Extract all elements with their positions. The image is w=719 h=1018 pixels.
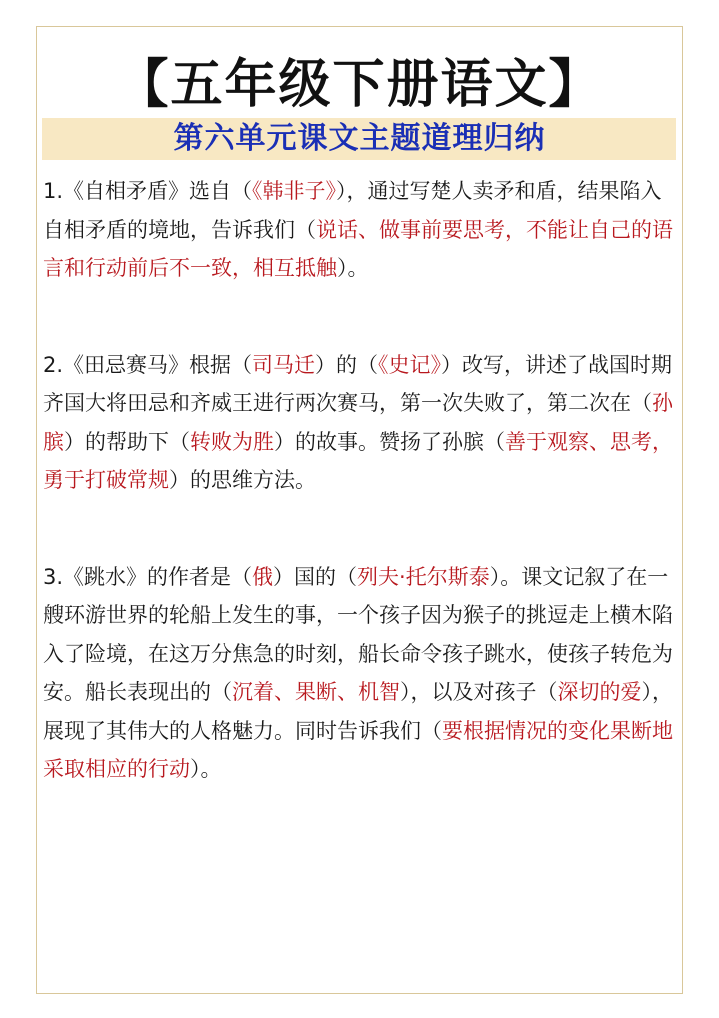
answer-segment: 司马迁 (252, 352, 316, 377)
text-segment: ）的帮助下（ (64, 429, 190, 454)
answer-segment: 列夫·托尔斯泰 (357, 564, 490, 589)
text-segment: ）。课文记叙了在一艘环游世界的轮船上发生的事，一个孩子因为猴子的挑逗走上横木陷入了险境，在这万分焦急的时刻，船长命令孩子跳水，使孩子转危为安。船长表现出的（ (43, 564, 673, 704)
page-title: 【五年级下册语文】 (116, 54, 603, 115)
paragraph-3 (43, 558, 681, 789)
answer-segment: 沉着、果断、机智 (232, 680, 400, 704)
answer-segment: 《韩非子》 (252, 179, 337, 203)
text-segment: ）的思维方法。 (169, 468, 316, 492)
text-segment: ），展现了其伟大的人格魅力。同时告诉我们（ (43, 680, 673, 743)
answer-segment: 《史记》 (378, 352, 442, 377)
answer-segment: 善于观察、思考，勇于打破常规 (43, 429, 673, 492)
text-segment: 1.《自相矛盾》选自（ (43, 179, 253, 203)
text-segment: ）的（ (315, 352, 379, 377)
paragraph-2 (43, 346, 681, 500)
text-segment: ）的故事。赞扬了孙膑（ (274, 429, 505, 454)
text-segment: ），以及对孩子（ (400, 680, 558, 704)
page-subtitle: 第六单元课文主题道理归纳 (173, 121, 546, 156)
answer-segment: 俄 (252, 564, 274, 589)
content-area (43, 172, 681, 847)
answer-segment: 孙膑 (43, 391, 673, 454)
answer-segment: 转败为胜 (190, 429, 274, 454)
answer-segment: 说话、做事前要思考，不能让自己的语言和行动前后不一致，相互抵触 (43, 217, 673, 280)
paragraph-1 (43, 172, 681, 288)
answer-segment: 要根据情况的变化果断地采取相应的行动 (43, 718, 673, 781)
text-segment: ）国的（ (273, 564, 358, 589)
text-segment: ）。 (190, 757, 222, 781)
text-segment: 2.《田忌赛马》根据（ (43, 352, 253, 377)
text-segment: ）改写，讲述了战国时期齐国大将田忌和齐威王进行两次赛马，第一次失败了，第二次在（ (43, 352, 673, 415)
text-segment: ）。 (337, 256, 369, 280)
answer-segment: 深切的爱 (557, 680, 642, 704)
text-segment: 3.《跳水》的作者是（ (43, 564, 253, 589)
text-segment: ），通过写楚人卖矛和盾，结果陷入自相矛盾的境地，告诉我们（ (43, 179, 662, 242)
